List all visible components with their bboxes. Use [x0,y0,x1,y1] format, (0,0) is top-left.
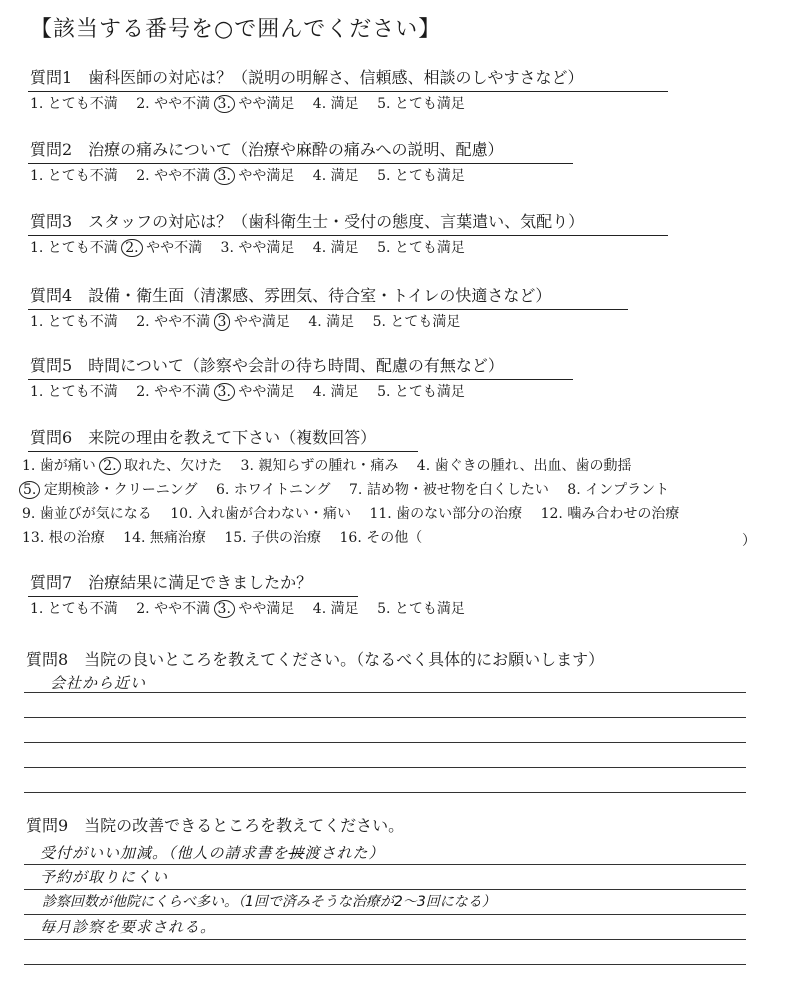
option[interactable]: 4. 満足 [312,96,359,112]
question-6-row-4 [22,527,422,547]
option[interactable]: 2. やや不満 [136,96,211,112]
circled-option[interactable]: 3 [214,313,231,331]
option[interactable]: 3. やや満足 [220,240,295,256]
question-6-row-1 [22,455,631,475]
question-3-underline [28,235,668,236]
option[interactable]: 2. やや不満 [136,314,211,330]
option[interactable]: 11. 歯のない部分の治療 [369,506,523,522]
option[interactable]: 4. 満足 [308,314,355,330]
option[interactable]: 5. とても満足 [377,168,465,184]
option[interactable]: 1. とても不満 [30,384,118,400]
option[interactable]: 5. とても満足 [377,384,465,400]
option[interactable]: 1. とても不満 [30,168,118,184]
other-close-paren: ） [742,533,756,549]
option[interactable]: 13. 根の治療 [22,530,105,546]
answer-line [24,889,746,890]
circled-option[interactable]: 3. [214,167,235,185]
option[interactable]: 1. とても不満 [30,314,118,330]
option[interactable]: 2. やや不満 [136,601,211,617]
option[interactable]: 10. 入れ歯が合わない・痛い [170,506,351,522]
answer-line [24,742,746,743]
handwritten-text: 受付がいい加減。（他人の請求書を [40,844,289,862]
question-8: 質問8 当院の良いところを教えてください。（なるべく具体的にお願いします） [26,650,605,669]
form-title: 【該当する番号を○で囲んでください】 [30,17,442,42]
handwritten-answer: 予約が取りにくい [40,868,169,886]
answer-line [24,692,746,693]
option[interactable]: 9. 歯並びが気になる [22,506,152,522]
option[interactable]: 4. 満足 [312,601,359,617]
question-6-row-3 [22,503,679,523]
question-5-underline [28,379,573,380]
option[interactable]: 5. とても満足 [377,240,465,256]
question-6-underline [28,451,418,452]
option[interactable]: やや満足 [238,168,295,184]
question-7: 質問7 治療結果に満足できましたか？ [30,573,313,592]
question-5-options [30,381,465,401]
option[interactable]: 1. とても不満 [30,96,118,112]
option[interactable]: 定期検診・クリーニング [43,482,198,498]
circled-option[interactable]: 3. [214,600,235,618]
option[interactable]: やや満足 [238,601,295,617]
option[interactable]: 1. とても不満 [30,601,118,617]
answer-line [24,964,746,965]
circled-option[interactable]: 2. [121,239,142,257]
question-2-underline [28,163,573,164]
option[interactable]: 5. とても満足 [377,96,465,112]
option[interactable]: 2. やや不満 [136,168,211,184]
answer-line [24,914,746,915]
option[interactable]: 4. 歯ぐきの腫れ、出血、歯の動揺 [416,458,632,474]
handwritten-answer: 毎月診察を要求される。 [40,918,217,936]
circled-option[interactable]: 3. [214,383,235,401]
option[interactable]: やや満足 [238,96,295,112]
question-1-underline [28,91,668,92]
option[interactable]: やや満足 [233,314,290,330]
question-2: 質問2 治療の痛みについて（治療や麻酔の痛みへの説明、配慮） [30,140,504,159]
answer-line [24,939,746,940]
circled-option[interactable]: 5. [19,481,40,499]
struck-text: 披 [288,844,305,862]
handwritten-answer: 診察回数が他院にくらべ多い。（1回で済みそうな治療が2〜3回になる） [42,894,496,910]
question-2-options [30,165,465,185]
question-1-options [30,93,465,113]
option[interactable]: やや不満 [146,240,203,256]
option[interactable]: 4. 満足 [312,240,359,256]
answer-line [24,767,746,768]
option[interactable]: やや満足 [238,384,295,400]
question-7-options [30,598,465,618]
question-3: 質問3 スタッフの対応は？（歯科衛生士・受付の態度、言葉遣い、気配り） [30,212,585,231]
answer-line [24,792,746,793]
question-7-underline [28,596,358,597]
handwritten-answer: 会社から近い [50,674,147,692]
option[interactable]: 5. とても満足 [377,601,465,617]
option[interactable]: 4. 満足 [312,384,359,400]
option[interactable]: 16. その他（ [339,530,423,546]
option[interactable]: 取れた、欠けた [124,458,223,474]
question-4: 質問4 設備・衛生面（清潔感、雰囲気、待合室・トイレの快適さなど） [30,286,552,305]
question-5: 質問5 時間について（診察や会計の待ち時間、配慮の有無など） [30,356,504,375]
circled-option[interactable]: 2. [99,457,120,475]
option[interactable]: 6. ホワイトニング [216,482,331,498]
option[interactable]: 12. 噛み合わせの治療 [540,506,680,522]
handwritten-text: 渡された） [304,844,385,862]
option[interactable]: 2. やや不満 [136,384,211,400]
option[interactable]: 4. 満足 [312,168,359,184]
circled-option[interactable]: 3. [214,95,235,113]
option[interactable]: 7. 詰め物・被せ物を白くしたい [349,482,549,498]
option[interactable]: 1. とても不満 [30,240,118,256]
option[interactable]: 8. インプラント [567,482,670,498]
question-6-row-2 [20,479,669,499]
handwritten-answer [40,842,385,863]
answer-line [24,864,746,865]
option[interactable]: 14. 無痛治療 [123,530,206,546]
question-9: 質問9 当院の改善できるところを教えてください。 [26,816,405,835]
question-1: 質問1 歯科医師の対応は？（説明の明解さ、信頼感、相談のしやすさなど） [30,68,584,87]
answer-line [24,717,746,718]
question-3-options [30,237,465,257]
question-4-underline [28,309,628,310]
question-4-options [30,311,460,331]
option[interactable]: 1. 歯が痛い [22,458,96,474]
option[interactable]: 5. とても満足 [372,314,461,330]
option[interactable]: 3. 親知らずの腫れ・痛み [240,458,399,474]
question-6: 質問6 来院の理由を教えて下さい（複数回答） [30,428,377,447]
option[interactable]: 15. 子供の治療 [224,530,322,546]
